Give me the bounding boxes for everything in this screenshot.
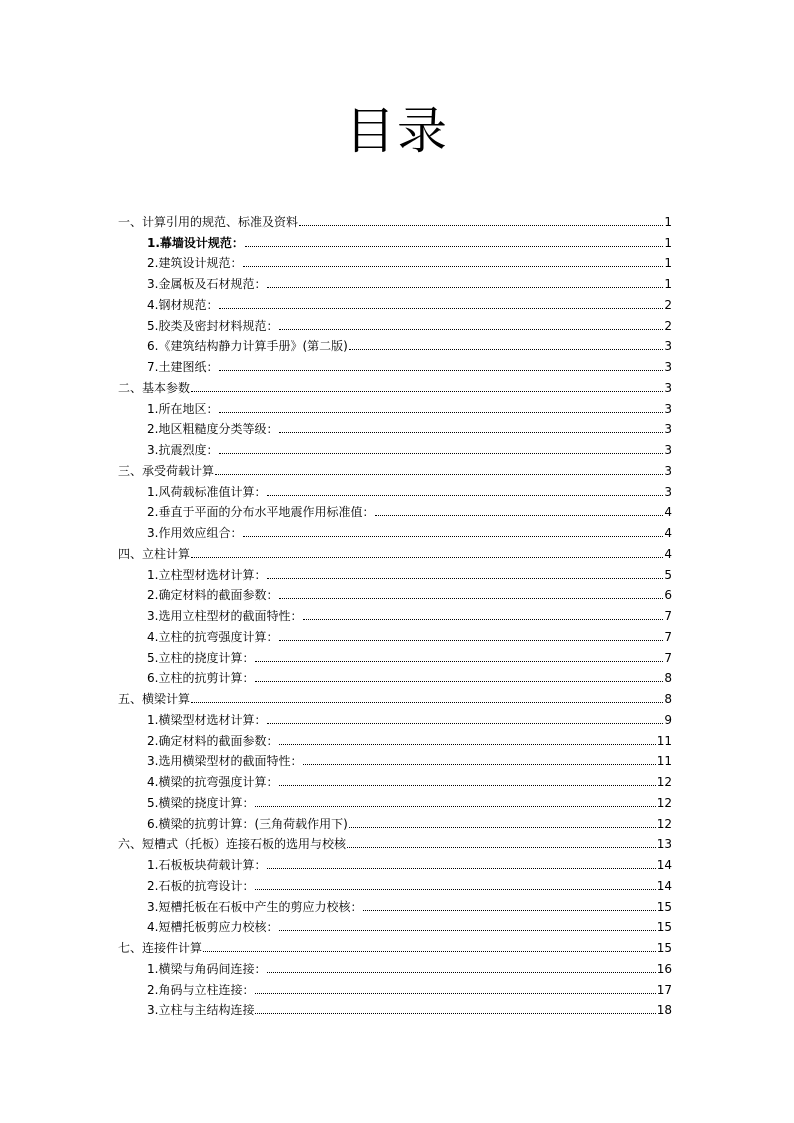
toc-subsection-entry[interactable]: [118, 478, 672, 499]
toc-page-number: 3: [664, 360, 672, 374]
toc-dot-leader: [267, 577, 663, 579]
toc-dot-leader: [279, 431, 663, 433]
toc-page-number: 12: [656, 816, 672, 831]
toc-entry-label: 六、短槽式（托板）连接石板的选用与校核: [118, 837, 347, 852]
toc-entry-label: 1.横梁与角码间连接：: [147, 961, 267, 976]
toc-page-number: 3: [664, 401, 672, 416]
toc-entry-label: 6.《建筑结构静力计算手册》(第二版): [147, 339, 348, 354]
toc-dot-leader: [255, 680, 663, 682]
toc-section-entry[interactable]: [118, 540, 672, 561]
toc-entry-label: 5.胶类及密封材料规范：: [147, 318, 279, 333]
toc-subsection-entry[interactable]: [118, 582, 672, 603]
toc-dot-leader: [349, 826, 656, 828]
toc-dot-leader: [191, 556, 663, 558]
toc-entry-label: 5.立柱的挠度计算：: [147, 650, 255, 665]
toc-subsection-entry[interactable]: [118, 810, 672, 831]
toc-subsection-entry[interactable]: [118, 665, 672, 686]
toc-subsection-entry[interactable]: [118, 602, 672, 623]
toc-dot-leader: [299, 224, 663, 226]
toc-entry-label: 三、承受荷载计算: [118, 463, 215, 478]
toc-subsection-entry[interactable]: [118, 789, 672, 810]
toc-dot-leader: [267, 971, 655, 973]
toc-entry-label: 二、基本参数: [118, 380, 191, 395]
toc-subsection-entry[interactable]: [118, 955, 672, 976]
toc-page-number: 2: [664, 297, 672, 312]
toc-section-entry[interactable]: [118, 208, 672, 229]
table-of-contents: [118, 208, 672, 1017]
toc-page-number: 3: [664, 463, 672, 478]
toc-page-number: 15: [656, 920, 672, 935]
toc-page-number: 3: [664, 484, 672, 499]
toc-entry-label: 4.短槽托板剪应力校核：: [147, 920, 279, 935]
toc-subsection-entry[interactable]: [118, 706, 672, 727]
toc-entry-label: 2.确定材料的截面参数：: [147, 588, 279, 603]
toc-dot-leader: [279, 784, 655, 786]
toc-dot-leader: [219, 452, 663, 454]
toc-dot-leader: [191, 701, 663, 703]
page-title: 目录: [345, 102, 449, 160]
toc-entry-label: 5.横梁的挠度计算：: [147, 795, 255, 810]
toc-page-number: 8: [664, 692, 672, 706]
toc-section-entry[interactable]: [118, 831, 672, 852]
toc-entry-label: 3.金属板及石材规范：: [147, 277, 267, 291]
toc-page-number: 3: [664, 339, 672, 354]
toc-dot-leader: [203, 950, 656, 952]
toc-dot-leader: [191, 390, 663, 392]
toc-entry-label: 1.幕墙设计规范：: [147, 235, 244, 250]
toc-subsection-entry[interactable]: [118, 644, 672, 665]
toc-subsection-entry[interactable]: [118, 333, 672, 354]
toc-entry-label: 四、立柱计算: [118, 546, 191, 561]
toc-subsection-entry[interactable]: [118, 436, 672, 457]
toc-entry-label: 1.石板板块荷载计算：: [147, 858, 267, 872]
toc-section-entry[interactable]: [118, 685, 672, 706]
toc-entry-label: 2.建筑设计规范：: [147, 256, 243, 271]
toc-section-entry[interactable]: [118, 934, 672, 955]
toc-page-number: 11: [656, 754, 672, 769]
toc-page-number: 6: [664, 588, 672, 603]
toc-page-number: 12: [656, 795, 672, 810]
toc-page-number: 7: [664, 629, 672, 644]
toc-entry-label: 3.抗震烈度：: [147, 443, 219, 457]
toc-entry-label: 2.确定材料的截面参数：: [147, 733, 279, 748]
toc-dot-leader: [267, 867, 655, 869]
toc-dot-leader: [267, 722, 663, 724]
toc-dot-leader: [219, 307, 663, 309]
toc-page-number: 3: [664, 422, 672, 437]
toc-subsection-entry[interactable]: [118, 851, 672, 872]
toc-entry-label: 4.钢材规范：: [147, 297, 219, 312]
toc-subsection-entry[interactable]: [118, 519, 672, 540]
toc-page-number: 16: [656, 961, 672, 976]
toc-page-number: 14: [656, 858, 672, 872]
toc-dot-leader: [255, 805, 655, 807]
toc-subsection-entry[interactable]: [118, 914, 672, 935]
toc-entry-label: 1.横梁型材选材计算：: [147, 712, 267, 727]
toc-entry-label: 3.作用效应组合：: [147, 526, 243, 540]
toc-dot-leader: [375, 514, 663, 516]
toc-subsection-entry[interactable]: [118, 997, 672, 1018]
toc-subsection-entry[interactable]: [118, 872, 672, 893]
toc-dot-leader: [267, 494, 663, 496]
toc-subsection-entry[interactable]: [118, 416, 672, 437]
toc-page-number: 17: [656, 982, 672, 997]
toc-dot-leader: [255, 1012, 655, 1014]
toc-page-number: 11: [656, 733, 672, 748]
toc-entry-label: 6.立柱的抗剪计算：: [147, 671, 255, 686]
toc-entry-label: 一、计算引用的规范、标准及资料: [118, 214, 299, 229]
toc-page-number: 15: [656, 941, 672, 955]
toc-subsection-entry[interactable]: [118, 395, 672, 416]
toc-entry-label: 3.选用立柱型材的截面特性：: [147, 609, 303, 623]
toc-entry-label: 1.所在地区：: [147, 401, 219, 416]
toc-dot-leader: [245, 245, 663, 247]
toc-dot-leader: [279, 597, 663, 599]
toc-subsection-entry[interactable]: [118, 976, 672, 997]
toc-page-number: 1: [664, 235, 672, 250]
toc-page-number: 1: [664, 256, 672, 271]
toc-dot-leader: [255, 888, 655, 890]
toc-page-number: 2: [664, 318, 672, 333]
toc-subsection-entry[interactable]: [118, 768, 672, 789]
toc-entry-label: 五、横梁计算: [118, 692, 191, 706]
toc-page-number: 8: [664, 671, 672, 686]
toc-entry-label: 3.立柱与主结构连接: [147, 1003, 255, 1018]
toc-page-number: 15: [656, 899, 672, 914]
toc-dot-leader: [219, 411, 663, 413]
toc-dot-leader: [243, 535, 663, 537]
toc-page-number: 4: [664, 546, 672, 561]
toc-page-number: 13: [656, 837, 672, 852]
toc-entry-label: 3.选用横梁型材的截面特性：: [147, 754, 303, 769]
toc-subsection-entry[interactable]: [118, 353, 672, 374]
toc-dot-leader: [303, 618, 663, 620]
toc-entry-label: 6.横梁的抗剪计算：(三角荷载作用下): [147, 816, 348, 831]
toc-subsection-entry[interactable]: [118, 561, 672, 582]
toc-subsection-entry[interactable]: [118, 270, 672, 291]
toc-dot-leader: [303, 763, 655, 765]
toc-entry-label: 七、连接件计算: [118, 941, 203, 955]
toc-page-number: 5: [664, 567, 672, 582]
toc-page-number: 7: [664, 609, 672, 623]
toc-subsection-entry[interactable]: [118, 893, 672, 914]
toc-subsection-entry[interactable]: [118, 727, 672, 748]
toc-section-entry[interactable]: [118, 457, 672, 478]
toc-entry-label: 1.风荷载标准值计算：: [147, 484, 267, 499]
toc-page-number: 18: [656, 1003, 672, 1018]
toc-entry-label: 2.角码与立柱连接：: [147, 982, 255, 997]
toc-page-number: 9: [664, 712, 672, 727]
toc-subsection-entry[interactable]: [118, 229, 672, 250]
toc-page-number: 14: [656, 878, 672, 893]
toc-dot-leader: [363, 909, 655, 911]
toc-subsection-entry[interactable]: [118, 291, 672, 312]
toc-page-number: 1: [664, 214, 672, 229]
toc-dot-leader: [255, 660, 663, 662]
toc-subsection-entry[interactable]: [118, 250, 672, 271]
toc-dot-leader: [243, 265, 663, 267]
toc-dot-leader: [279, 639, 663, 641]
toc-entry-label: 2.垂直于平面的分布水平地震作用标准值：: [147, 505, 375, 520]
toc-subsection-entry[interactable]: [118, 623, 672, 644]
toc-dot-leader: [215, 473, 663, 475]
toc-subsection-entry[interactable]: [118, 312, 672, 333]
toc-subsection-entry[interactable]: [118, 748, 672, 769]
toc-entry-label: 4.立柱的抗弯强度计算：: [147, 629, 279, 644]
toc-entry-label: 2.地区粗糙度分类等级：: [147, 422, 279, 437]
toc-dot-leader: [349, 348, 664, 350]
toc-page-number: 12: [656, 775, 672, 789]
toc-page-number: 3: [664, 443, 672, 457]
toc-entry-label: 4.横梁的抗弯强度计算：: [147, 775, 279, 789]
toc-entry-label: 2.石板的抗弯设计：: [147, 878, 255, 893]
toc-section-entry[interactable]: [118, 374, 672, 395]
toc-dot-leader: [219, 369, 663, 371]
toc-page-number: 4: [664, 526, 672, 540]
toc-page-number: 3: [664, 380, 672, 395]
toc-entry-label: 3.短槽托板在石板中产生的剪应力校核：: [147, 899, 363, 914]
toc-entry-label: 1.立柱型材选材计算：: [147, 567, 267, 582]
toc-page-number: 7: [664, 650, 672, 665]
toc-dot-leader: [255, 992, 655, 994]
toc-dot-leader: [279, 328, 663, 330]
toc-dot-leader: [279, 929, 655, 931]
toc-dot-leader: [279, 743, 655, 745]
toc-page-number: 1: [664, 277, 672, 291]
toc-entry-label: 7.土建图纸：: [147, 360, 219, 374]
toc-subsection-entry[interactable]: [118, 499, 672, 520]
toc-dot-leader: [267, 286, 663, 288]
toc-page-number: 4: [664, 505, 672, 520]
toc-dot-leader: [347, 846, 656, 848]
